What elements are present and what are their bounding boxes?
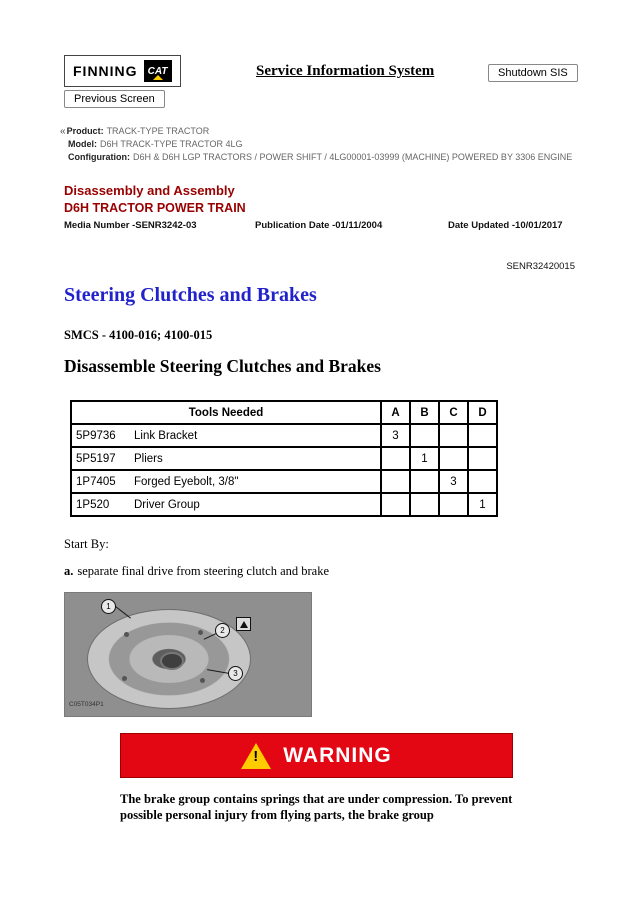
clutch-photo (64, 592, 312, 717)
warning-exclamation: ! (253, 747, 259, 765)
part-description: Forged Eyebolt, 3/8" (134, 475, 239, 488)
tools-needed-header: Tools Needed (71, 401, 381, 424)
warning-triangle-icon (241, 743, 271, 769)
smcs-codes: SMCS - 4100-016; 4100-015 (64, 328, 213, 342)
part-description: Link Bracket (134, 429, 198, 442)
qty-d (468, 447, 497, 470)
tools-header-row (71, 401, 497, 424)
table-row (71, 424, 497, 447)
col-a-header: A (381, 401, 410, 424)
qty-a (381, 493, 410, 516)
product-line (60, 125, 572, 138)
dimension-marker-icon (236, 617, 251, 631)
warning-banner (120, 733, 513, 778)
table-row (71, 470, 497, 493)
configuration-label: Configuration: (68, 152, 130, 162)
part-number: 5P5197 (76, 452, 116, 465)
section-title: Disassembly and Assembly (64, 183, 235, 198)
qty-c (439, 447, 468, 470)
previous-screen-button[interactable]: Previous Screen (64, 90, 165, 108)
model-line (60, 138, 572, 151)
part-number: 5P9736 (76, 429, 116, 442)
table-row (71, 493, 497, 516)
tool-cell (71, 424, 381, 447)
section-subtitle: D6H TRACTOR POWER TRAIN (64, 201, 246, 215)
callout-2: 2 (215, 623, 230, 638)
model-label: Model: (68, 139, 97, 149)
model-value: D6H TRACK-TYPE TRACTOR 4LG (100, 139, 243, 149)
configuration-value: D6H & D6H LGP TRACTORS / POWER SHIFT / 4LG00001-03999 (MACHINE) POWERED BY 3306 ENGINE (133, 152, 573, 162)
tools-table (70, 400, 498, 517)
qty-d: 1 (468, 493, 497, 516)
part-description: Driver Group (134, 498, 200, 511)
warning-text: The brake group contains springs that are under compression. To prevent possible personal injury from flying parts, the brake group (120, 792, 513, 822)
bolt-hole (122, 676, 127, 681)
page-title: Service Information System (256, 63, 435, 79)
part-number: 1P7405 (76, 475, 116, 488)
bolt-hole (124, 632, 129, 637)
date-updated: Date Updated -10/01/2017 (448, 220, 563, 231)
product-value: TRACK-TYPE TRACTOR (106, 126, 210, 136)
step-a-letter: a. (64, 564, 74, 578)
figure-caption: C05T034P1 (69, 701, 104, 708)
article-heading: Steering Clutches and Brakes (64, 284, 317, 306)
tool-cell (71, 493, 381, 516)
qty-b (410, 424, 439, 447)
qty-b (410, 493, 439, 516)
publication-date: Publication Date -01/11/2004 (255, 220, 383, 231)
configuration-line (60, 151, 572, 164)
qty-a (381, 470, 410, 493)
shutdown-sis-button[interactable]: Shutdown SIS (488, 64, 578, 82)
step-a (64, 564, 329, 579)
qty-b: 1 (410, 447, 439, 470)
product-label: Product: (66, 126, 104, 136)
qty-c (439, 493, 468, 516)
qty-c (439, 424, 468, 447)
qty-d (468, 424, 497, 447)
qty-b (410, 470, 439, 493)
warning-label: WARNING (283, 743, 392, 767)
cat-triangle-icon (153, 75, 163, 80)
cat-logo-text: CAT (147, 65, 168, 77)
finning-logo (64, 55, 181, 87)
col-b-header: B (410, 401, 439, 424)
cat-logo-icon (144, 60, 172, 82)
qty-a (381, 447, 410, 470)
qty-c: 3 (439, 470, 468, 493)
doc-code: SENR32420015 (506, 261, 575, 272)
product-info (60, 125, 572, 164)
callout-3: 3 (228, 666, 243, 681)
qty-d (468, 470, 497, 493)
bolt-hole (200, 678, 205, 683)
media-number: Media Number -SENR3242-03 (64, 220, 197, 231)
chevrons-left-icon: « (60, 126, 66, 137)
part-description: Pliers (134, 452, 163, 465)
qty-a: 3 (381, 424, 410, 447)
step-a-text: separate final drive from steering clutch and brake (77, 564, 329, 578)
table-row (71, 447, 497, 470)
hub-illustration (160, 652, 184, 670)
callout-1: 1 (101, 599, 116, 614)
procedure-heading: Disassemble Steering Clutches and Brakes (64, 356, 381, 376)
col-d-header: D (468, 401, 497, 424)
bolt-hole (198, 630, 203, 635)
media-row (64, 220, 575, 231)
start-by-label: Start By: (64, 537, 109, 551)
tool-cell (71, 470, 381, 493)
tool-cell (71, 447, 381, 470)
col-c-header: C (439, 401, 468, 424)
part-number: 1P520 (76, 498, 110, 511)
finning-logo-text: FINNING (73, 63, 138, 79)
